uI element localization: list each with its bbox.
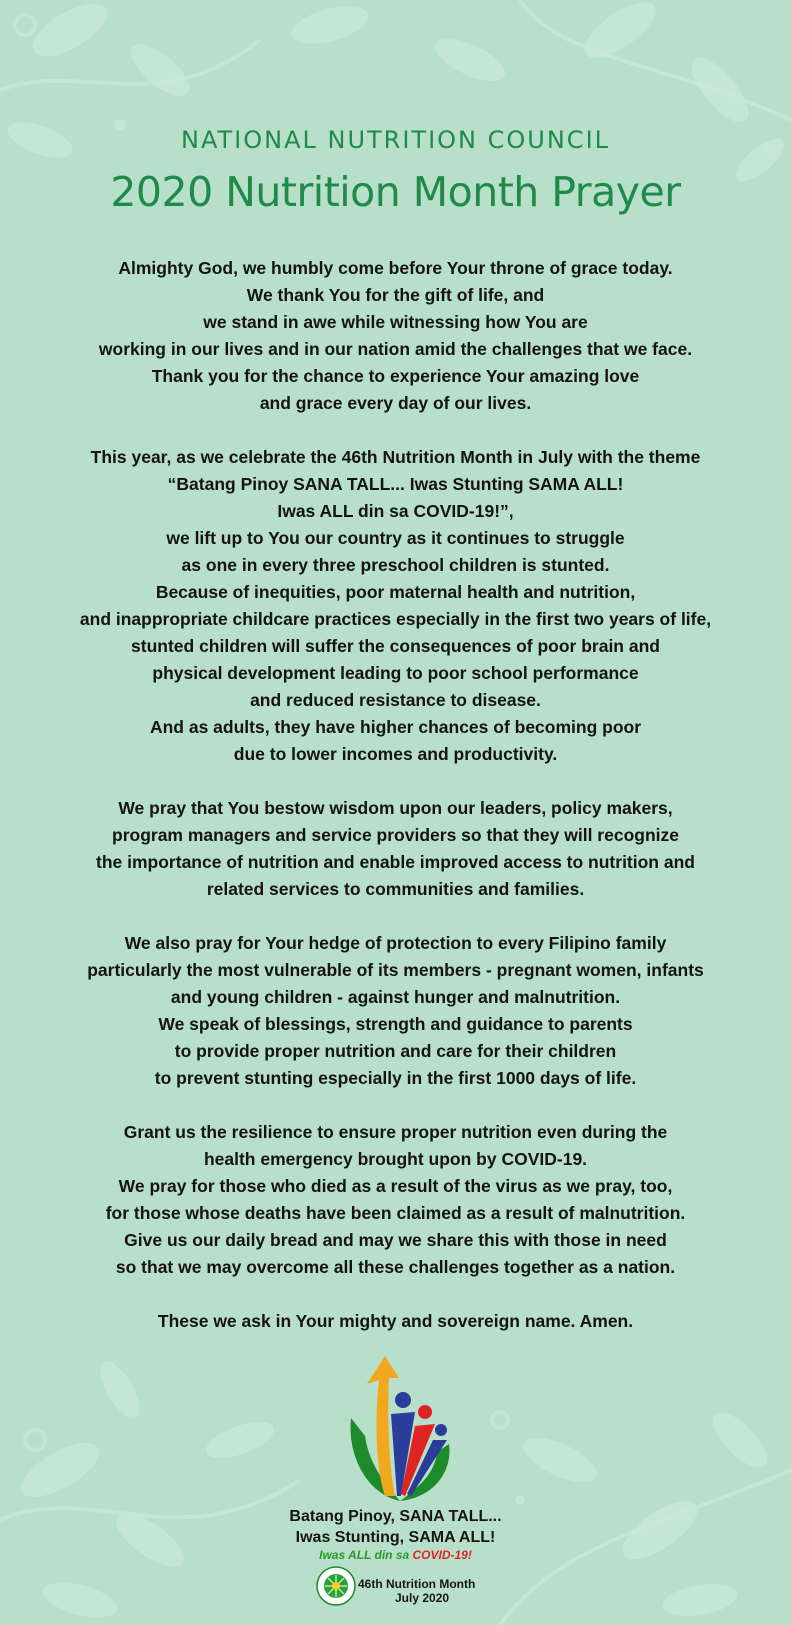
prayer-line: physical development leading to poor school performance xyxy=(152,663,639,683)
tagline-covid-text: COVID-19! xyxy=(412,1548,472,1562)
prayer-line: This year, as we celebrate the 46th Nutrition Month in July with the theme xyxy=(90,447,701,467)
nnc-seal-icon xyxy=(316,1566,356,1606)
prayer-line: Thank you for the chance to experience Your amazing love xyxy=(151,366,640,386)
nutrition-month-date: July 2020 xyxy=(395,1591,450,1605)
prayer-line: to provide proper nutrition and care for their children xyxy=(174,1041,617,1061)
prayer-line: the importance of nutrition and enable improved access to nutrition and xyxy=(96,852,695,872)
tagline-green-text: Iwas ALL din sa xyxy=(319,1548,413,1562)
prayer-line: due to lower incomes and productivity. xyxy=(233,744,558,764)
prayer-line: We speak of blessings, strength and guidance to parents xyxy=(158,1014,633,1034)
prayer-line: Almighty God, we humbly come before Your throne of grace today. xyxy=(118,258,673,278)
prayer-closing-line: These we ask in Your mighty and sovereign name. Amen. xyxy=(157,1311,634,1331)
prayer-line: and grace every day of our lives. xyxy=(259,393,532,413)
prayer-paragraph-5 xyxy=(40,1119,751,1281)
prayer-line: we lift up to You our country as it continues to struggle xyxy=(166,528,625,548)
theme-tagline-2: Iwas Stunting, SAMA ALL! xyxy=(295,1529,496,1546)
organization-heading: NATIONAL NUTRITION COUNCIL xyxy=(180,126,611,154)
prayer-line: working in our lives and in our nation amid the challenges that we face. xyxy=(98,339,693,359)
prayer-line: “Batang Pinoy SANA TALL... Iwas Stunting SAMA ALL! xyxy=(167,474,624,494)
prayer-paragraph-3 xyxy=(40,795,751,903)
prayer-line: program managers and service providers so that they will recognize xyxy=(112,825,679,845)
prayer-line: Iwas ALL din sa COVID-19!”, xyxy=(277,501,514,521)
prayer-paragraph-1 xyxy=(40,255,751,417)
prayer-line: We thank You for the gift of life, and xyxy=(246,285,545,305)
prayer-line: as one in every three preschool children is stunted. xyxy=(181,555,610,575)
prayer-paragraph-4 xyxy=(40,930,751,1092)
prayer-line: so that we may overcome all these challenges together as a nation. xyxy=(115,1257,676,1277)
prayer-line: particularly the most vulnerable of its members - pregnant women, infants xyxy=(87,960,704,980)
prayer-line: And as adults, they have higher chances of becoming poor xyxy=(149,717,642,737)
prayer-line: and inappropriate childcare practices especially in the first two years of life, xyxy=(79,609,712,629)
nutrition-month-logo-icon xyxy=(345,1356,455,1506)
nutrition-month-label: 46th Nutrition Month xyxy=(358,1577,476,1591)
prayer-line: Because of inequities, poor maternal health and nutrition, xyxy=(155,582,636,602)
prayer-line: and young children - against hunger and malnutrition. xyxy=(170,987,621,1007)
prayer-body xyxy=(40,255,751,1362)
prayer-line: related services to communities and families. xyxy=(206,879,585,899)
theme-tagline-1: Batang Pinoy, SANA TALL... xyxy=(289,1508,502,1525)
prayer-line: and reduced resistance to disease. xyxy=(250,690,541,710)
prayer-line: for those whose deaths have been claimed as a result of malnutrition. xyxy=(105,1203,686,1223)
prayer-line: We also pray for Your hedge of protection to every Filipino family xyxy=(124,933,667,953)
prayer-line: Grant us the resilience to ensure proper nutrition even during the xyxy=(123,1122,668,1142)
prayer-line: to prevent stunting especially in the first 1000 days of life. xyxy=(154,1068,637,1088)
prayer-line: We pray that You bestow wisdom upon our leaders, policy makers, xyxy=(118,798,673,818)
prayer-line: Give us our daily bread and may we share this with those in need xyxy=(124,1230,667,1250)
theme-tagline-3 xyxy=(0,1548,791,1562)
prayer-line: we stand in awe while witnessing how You are xyxy=(203,312,588,332)
page-title: 2020 Nutrition Month Prayer xyxy=(110,168,681,216)
prayer-paragraph-2 xyxy=(40,444,751,768)
prayer-line: health emergency brought upon by COVID-19. xyxy=(203,1149,588,1169)
prayer-line: We pray for those who died as a result of the virus as we pray, too, xyxy=(118,1176,673,1196)
prayer-line: stunted children will suffer the consequences of poor brain and xyxy=(131,636,660,656)
prayer-paragraph-6 xyxy=(40,1308,751,1335)
